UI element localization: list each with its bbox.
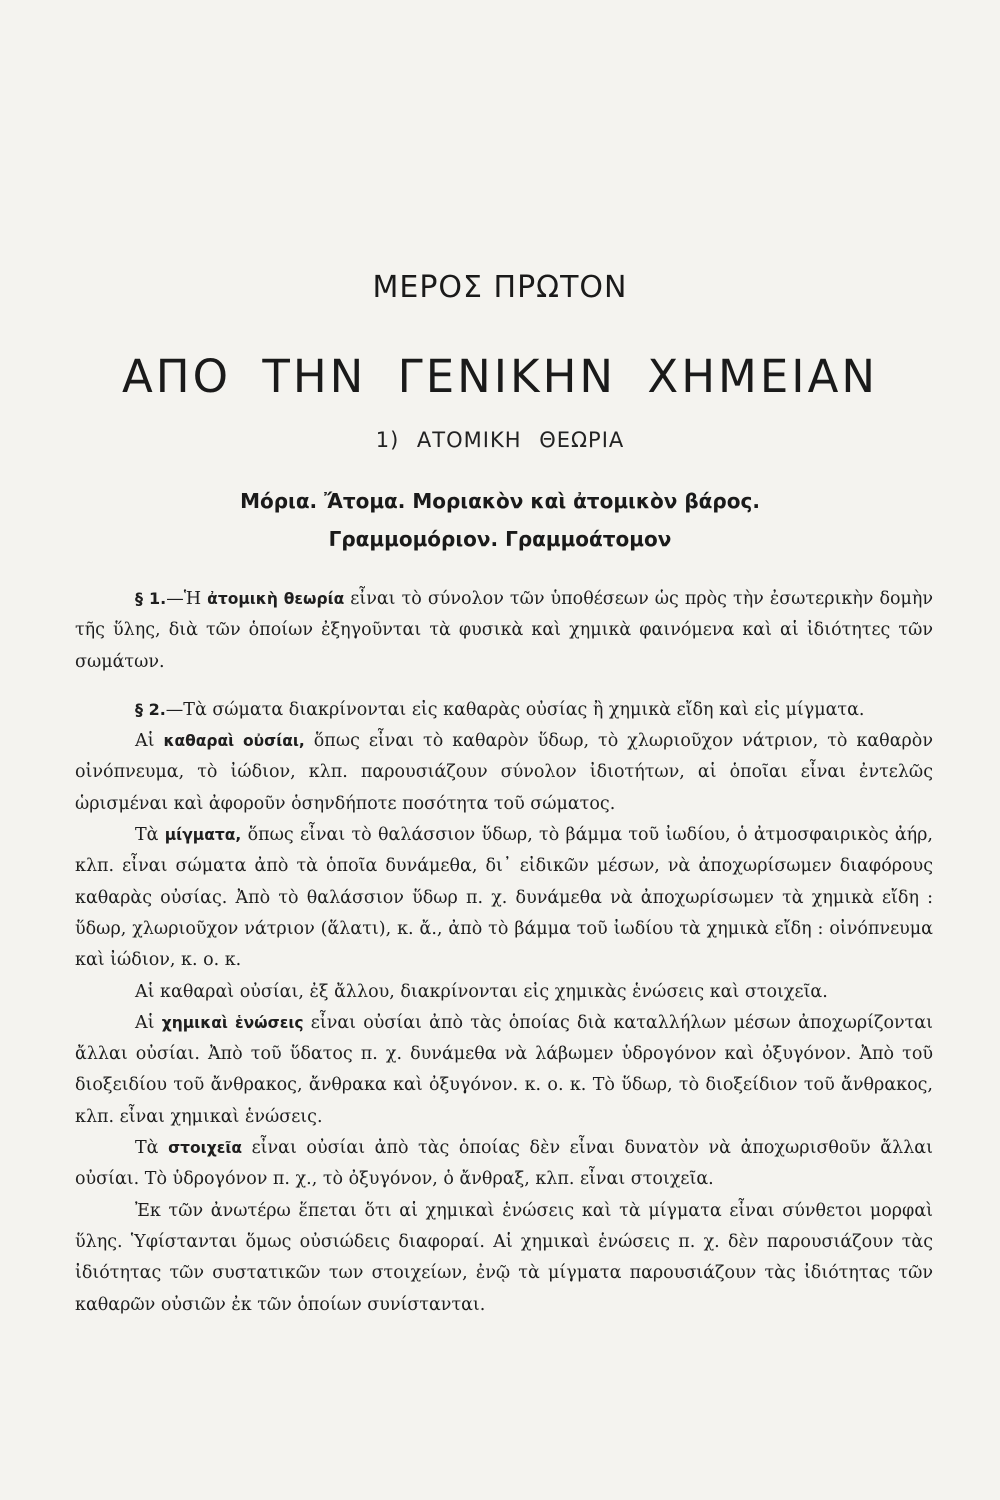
section-number: § 1. — [135, 589, 167, 608]
part-title: ΜΕΡΟΣ ΠΡΩΤΟΝ — [372, 270, 628, 305]
paragraph-text: εἶναι τὸ σύνολον τῶν ὑποθέσεων ὡς πρὸς τὴν ἐσωτερικὴν δομὴν τῆς ὕλης, διὰ τῶν ὁποίων ἐξηγοῦνται τὰ φυσικὰ καὶ χημικὰ φαινόμενα καὶ αἱ ἰδιότητες τῶν σωμάτων. — [75, 589, 934, 672]
paragraph-1 — [75, 583, 933, 678]
term-pure-substances: καθαραὶ οὐσίαι, — [163, 732, 305, 751]
paragraph-text: Τὰ — [135, 825, 165, 846]
paragraph-text: Ἐκ τῶν ἀνωτέρω ἕπεται ὅτι αἱ χημικαὶ ἑνώσεις καὶ τὰ μίγματα εἶναι σύνθετοι μορφαὶ ὕλης. Ὑφίστανται ὅμως οὐσιώδεις διαφοραί. Αἱ χημικαὶ ἑνώσεις π. χ. δὲν παρουσιάζουν τὰς ἰδιότητας τῶν συστατικῶν των στοιχείων, ἐνῷ τὰ μίγματα παρουσιάζουν τὰς ἰδιότητας τῶν καθαρῶν οὐσιῶν ἐκ τῶν ὁποίων συνίστανται. — [75, 1200, 933, 1315]
paragraph-text: Αἱ — [135, 1012, 162, 1033]
section-number: § 2. — [135, 699, 166, 719]
paragraph-text: εἶναι οὐσίαι ἀπὸ τὰς ὁποίας δὲν εἶναι δυνατὸν νὰ ἀποχωρισθοῦν ἄλλαι οὐσίαι. Τὸ ὑδρογόνον π. χ., τὸ ὀξυγόνον, ὁ ἄνθραξ, κλπ. εἶναι στοιχεῖα. — [75, 1138, 933, 1190]
paragraph-2 — [75, 694, 933, 726]
paragraph-text: Αἱ καθαραὶ οὐσίαι, ἐξ ἄλλου, διακρίνονται εἰς χημικὰς ἑνώσεις καὶ στοιχεῖα. — [135, 981, 828, 1002]
term-chemical-compounds: χημικαὶ ἑνώσεις — [161, 1013, 304, 1032]
paragraph-text: Αἱ — [135, 731, 164, 752]
section-subheading-line2: Γραμμομόριον. Γραμμοάτομον — [328, 527, 672, 551]
paragraph-text: ὅπως εἶναι τὸ καθαρὸν ὕδωρ, τὸ χλωριοῦχον νάτριον, τὸ καθαρὸν οἰνόπνευμα, τὸ ἰώδιον, κλπ. παρουσιάζουν σύνολον ἰδιοτήτων, αἱ ὁποῖαι εἶναι ἐντελῶς ὡρισμέναι καὶ ἀφοροῦν ὁσηνδήποτε ποσότητα τοῦ σώματος. — [75, 731, 933, 814]
term-atomic-theory: ἀτομικὴ θεωρία — [207, 590, 345, 608]
paragraph-4 — [75, 820, 933, 976]
body-text — [75, 583, 933, 1321]
term-elements: στοιχεῖα — [168, 1139, 243, 1158]
paragraph-text: ὅπως εἶναι τὸ θαλάσσιον ὕδωρ, τὸ βάμμα τοῦ ἰωδίου, ὁ ἀτμοσφαιρικὸς ἀήρ, κλπ. εἶναι σώματα ἀπὸ τὰ ὁποῖα δυνάμεθα, δι᾽ εἰδικῶν μέσων, νὰ ἀποχωρίσωμεν διαφόρους καθαρὰς οὐσίας. Ἀπὸ τὸ θαλάσσιον ὕδωρ π. χ. δυνάμεθα νὰ ἀποχωρίσωμεν τὰ χημικὰ εἴδη : ὕδωρ, χλωριοῦχον νάτριον (ἅλατι), κ. ἄ., ἀπὸ τὸ βάμμα τοῦ ἰωδίου τὰ χημικὰ εἴδη : οἰνόπνευμα καὶ ἰώδιον, κ. ο. κ. — [75, 825, 933, 971]
paragraph-text: Τὰ — [135, 1138, 169, 1159]
paragraph-text: —Τὰ σώματα διακρίνονται εἰς καθαρὰς οὐσίας ἢ χημικὰ εἴδη καὶ εἰς μίγματα. — [165, 699, 865, 720]
main-title: ΑΠΟ ΤΗΝ ΓΕΝΙΚΗΝ ΧΗΜΕΙΑΝ — [121, 350, 879, 403]
paragraph-6 — [75, 1008, 933, 1133]
paragraph-5 — [75, 977, 933, 1008]
paragraph-3 — [75, 726, 933, 820]
paragraph-text: εἶναι οὐσίαι ἀπὸ τὰς ὁποίας διὰ καταλλήλων μέσων ἀποχωρίζονται ἄλλαι οὐσίαι. Ἀπὸ τοῦ ὕδατος π. χ. δυνάμεθα νὰ λάβωμεν ὑδρογόνον καὶ ὀξυγόνον. Ἀπὸ τοῦ διοξειδίου τοῦ ἄνθρακος, ἄνθρακα καὶ ὀξυγόνον. κ. ο. κ. Τὸ ὕδωρ, τὸ διοξείδιον τοῦ ἄνθρακος, κλπ. εἶναι χημικαὶ ἑνώσεις. — [75, 1012, 934, 1127]
chapter-title: 1) ΑΤΟΜΙΚΗ ΘΕΩΡΙΑ — [375, 428, 625, 452]
term-mixtures: μίγματα, — [164, 826, 242, 845]
section-subheading-line1: Μόρια. Ἄτομα. Μοριακὸν καὶ ἀτομικὸν βάρος. — [240, 489, 760, 513]
paragraph-7 — [75, 1133, 933, 1196]
paragraph-8 — [75, 1196, 933, 1321]
paragraph-text: —Ἡ — [166, 589, 208, 609]
